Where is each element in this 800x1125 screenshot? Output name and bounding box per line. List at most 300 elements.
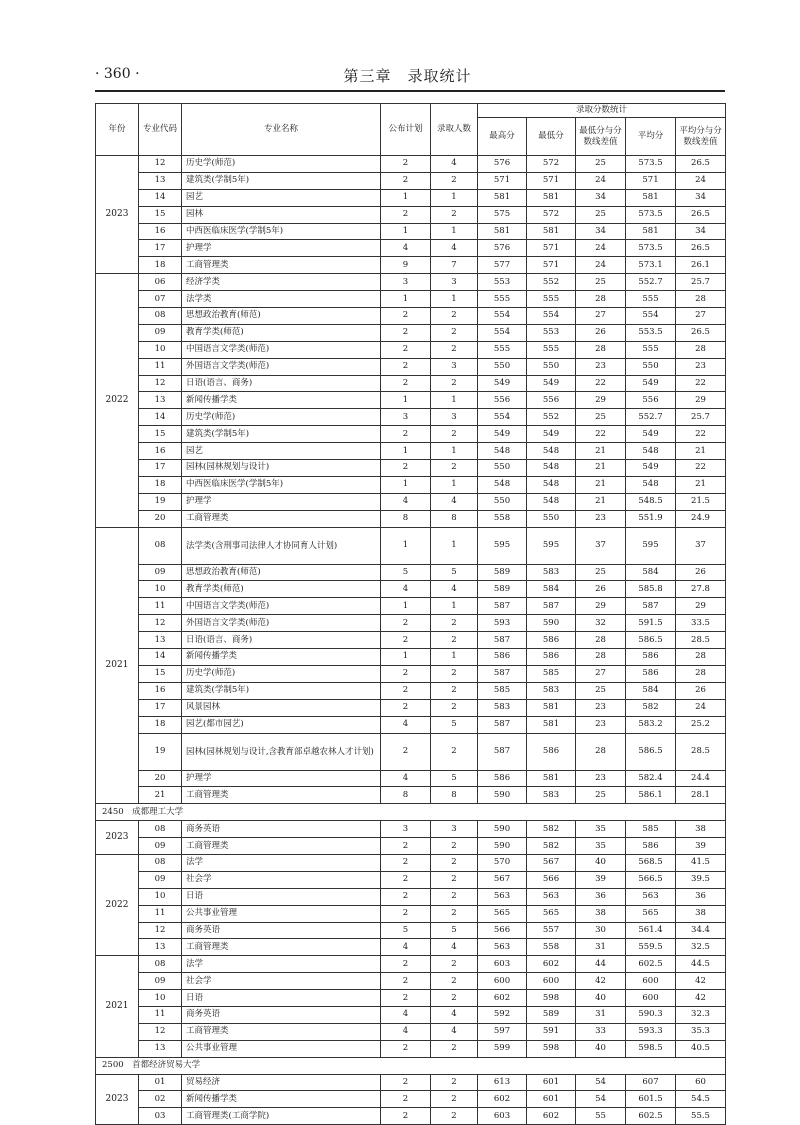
min-cell: 602 bbox=[527, 956, 576, 973]
min-cell: 554 bbox=[527, 308, 576, 325]
avg-cell: 555 bbox=[626, 341, 676, 358]
admitted-cell: 2 bbox=[431, 172, 478, 189]
avg-diff-cell: 42 bbox=[676, 990, 726, 1007]
min-diff-cell: 21 bbox=[576, 443, 626, 460]
min-cell: 572 bbox=[527, 206, 576, 223]
min-diff-cell: 23 bbox=[576, 358, 626, 375]
plan-cell: 4 bbox=[381, 493, 431, 510]
table-row bbox=[96, 1108, 726, 1125]
code-cell: 13 bbox=[139, 1040, 182, 1057]
code-cell: 10 bbox=[139, 990, 182, 1007]
avg-cell: 556 bbox=[626, 392, 676, 409]
min-cell: 583 bbox=[527, 682, 576, 699]
name-cell: 园林(园林规划与设计,含教育部卓越农林人才计划) bbox=[182, 733, 381, 770]
min-cell: 591 bbox=[527, 1023, 576, 1040]
table-row bbox=[96, 443, 726, 460]
table-row bbox=[96, 510, 726, 527]
name-cell: 新闻传播学类 bbox=[182, 649, 381, 666]
avg-cell: 561.4 bbox=[626, 922, 676, 939]
min-cell: 567 bbox=[527, 854, 576, 871]
admitted-cell: 1 bbox=[431, 527, 478, 564]
code-cell: 14 bbox=[139, 189, 182, 206]
avg-cell: 583.2 bbox=[626, 716, 676, 733]
plan-cell: 2 bbox=[381, 699, 431, 716]
plan-cell: 4 bbox=[381, 939, 431, 956]
avg-cell: 600 bbox=[626, 990, 676, 1007]
avg-cell: 548.5 bbox=[626, 493, 676, 510]
code-cell: 17 bbox=[139, 460, 182, 477]
avg-cell: 582.4 bbox=[626, 770, 676, 787]
max-cell: 566 bbox=[478, 922, 527, 939]
avg-cell: 552.7 bbox=[626, 409, 676, 426]
max-cell: 587 bbox=[478, 716, 527, 733]
plan-cell: 2 bbox=[381, 632, 431, 649]
avg-diff-cell: 22 bbox=[676, 375, 726, 392]
min-cell: 583 bbox=[527, 787, 576, 804]
min-cell: 601 bbox=[527, 1091, 576, 1108]
max-cell: 577 bbox=[478, 257, 527, 274]
min-diff-cell: 25 bbox=[576, 274, 626, 291]
year-cell: 2021 bbox=[96, 527, 139, 804]
name-cell: 护理学 bbox=[182, 493, 381, 510]
avg-cell: 582 bbox=[626, 699, 676, 716]
table-row bbox=[96, 922, 726, 939]
avg-cell: 551.9 bbox=[626, 510, 676, 527]
name-cell: 教育学类(师范) bbox=[182, 581, 381, 598]
name-cell: 外国语言文学类(师范) bbox=[182, 615, 381, 632]
min-diff-cell: 25 bbox=[576, 206, 626, 223]
max-cell: 570 bbox=[478, 854, 527, 871]
max-cell: 587 bbox=[478, 632, 527, 649]
admitted-cell: 1 bbox=[431, 476, 478, 493]
avg-diff-cell: 34 bbox=[676, 223, 726, 240]
avg-cell: 553.5 bbox=[626, 324, 676, 341]
plan-cell: 1 bbox=[381, 223, 431, 240]
code-cell: 21 bbox=[139, 787, 182, 804]
avg-diff-cell: 37 bbox=[676, 527, 726, 564]
min-cell: 572 bbox=[527, 156, 576, 173]
table-row bbox=[96, 682, 726, 699]
max-cell: 555 bbox=[478, 291, 527, 308]
plan-cell: 5 bbox=[381, 922, 431, 939]
name-cell: 工商管理类 bbox=[182, 510, 381, 527]
min-cell: 552 bbox=[527, 274, 576, 291]
min-cell: 548 bbox=[527, 493, 576, 510]
avg-cell: 559.5 bbox=[626, 939, 676, 956]
admitted-cell: 1 bbox=[431, 649, 478, 666]
min-cell: 556 bbox=[527, 392, 576, 409]
admitted-cell: 2 bbox=[431, 990, 478, 1007]
plan-cell: 2 bbox=[381, 905, 431, 922]
admitted-cell: 1 bbox=[431, 392, 478, 409]
year-cell: 2023 bbox=[96, 821, 139, 855]
avg-cell: 600 bbox=[626, 973, 676, 990]
admitted-cell: 8 bbox=[431, 787, 478, 804]
code-cell: 09 bbox=[139, 564, 182, 581]
avg-diff-cell: 60 bbox=[676, 1074, 726, 1091]
table-row bbox=[96, 527, 726, 564]
avg-cell: 566.5 bbox=[626, 871, 676, 888]
avg-cell: 607 bbox=[626, 1074, 676, 1091]
plan-cell: 4 bbox=[381, 240, 431, 257]
code-cell: 17 bbox=[139, 699, 182, 716]
min-diff-cell: 23 bbox=[576, 510, 626, 527]
avg-diff-cell: 21.5 bbox=[676, 493, 726, 510]
name-cell: 公共事业管理 bbox=[182, 1040, 381, 1057]
avg-diff-cell: 21 bbox=[676, 443, 726, 460]
plan-cell: 1 bbox=[381, 189, 431, 206]
avg-cell: 602.5 bbox=[626, 956, 676, 973]
name-cell: 历史学(师范) bbox=[182, 156, 381, 173]
avg-cell: 550 bbox=[626, 358, 676, 375]
code-cell: 09 bbox=[139, 838, 182, 855]
page-number: · 360 · bbox=[95, 66, 140, 82]
max-cell: 550 bbox=[478, 358, 527, 375]
table-row bbox=[96, 649, 726, 666]
min-diff-cell: 42 bbox=[576, 973, 626, 990]
code-cell: 13 bbox=[139, 392, 182, 409]
avg-cell: 554 bbox=[626, 308, 676, 325]
admitted-cell: 2 bbox=[431, 871, 478, 888]
plan-cell: 5 bbox=[381, 564, 431, 581]
code-cell: 10 bbox=[139, 341, 182, 358]
plan-cell: 3 bbox=[381, 409, 431, 426]
avg-cell: 586 bbox=[626, 665, 676, 682]
plan-cell: 2 bbox=[381, 615, 431, 632]
table-row bbox=[96, 838, 726, 855]
admitted-cell: 1 bbox=[431, 223, 478, 240]
min-cell: 565 bbox=[527, 905, 576, 922]
plan-cell: 2 bbox=[381, 426, 431, 443]
admitted-cell: 3 bbox=[431, 821, 478, 838]
name-cell: 工商管理类 bbox=[182, 939, 381, 956]
min-diff-cell: 28 bbox=[576, 291, 626, 308]
name-cell: 中国语言文学类(师范) bbox=[182, 598, 381, 615]
min-diff-cell: 25 bbox=[576, 682, 626, 699]
avg-diff-cell: 28.5 bbox=[676, 632, 726, 649]
avg-diff-cell: 29 bbox=[676, 598, 726, 615]
admitted-cell: 3 bbox=[431, 358, 478, 375]
admitted-cell: 1 bbox=[431, 598, 478, 615]
table-row bbox=[96, 1006, 726, 1023]
min-diff-cell: 28 bbox=[576, 649, 626, 666]
code-cell: 11 bbox=[139, 1006, 182, 1023]
header-avg: 平均分 bbox=[626, 118, 676, 156]
min-diff-cell: 24 bbox=[576, 172, 626, 189]
admitted-cell: 2 bbox=[431, 838, 478, 855]
min-cell: 587 bbox=[527, 598, 576, 615]
table-row bbox=[96, 1040, 726, 1057]
min-diff-cell: 21 bbox=[576, 493, 626, 510]
min-cell: 563 bbox=[527, 888, 576, 905]
max-cell: 597 bbox=[478, 1023, 527, 1040]
plan-cell: 8 bbox=[381, 510, 431, 527]
header-score-stats: 录取分数统计 bbox=[478, 104, 726, 118]
name-cell: 法学类(含刑事司法律人才协同育人计划) bbox=[182, 527, 381, 564]
avg-diff-cell: 28 bbox=[676, 291, 726, 308]
plan-cell: 2 bbox=[381, 733, 431, 770]
code-cell: 08 bbox=[139, 821, 182, 838]
avg-cell: 586.5 bbox=[626, 632, 676, 649]
avg-cell: 584 bbox=[626, 564, 676, 581]
min-cell: 595 bbox=[527, 527, 576, 564]
table-row bbox=[96, 581, 726, 598]
table-row bbox=[96, 392, 726, 409]
admitted-cell: 1 bbox=[431, 443, 478, 460]
plan-cell: 2 bbox=[381, 375, 431, 392]
table-row bbox=[96, 716, 726, 733]
admitted-cell: 8 bbox=[431, 510, 478, 527]
min-diff-cell: 35 bbox=[576, 821, 626, 838]
avg-diff-cell: 38 bbox=[676, 821, 726, 838]
min-cell: 558 bbox=[527, 939, 576, 956]
page-header bbox=[95, 60, 720, 92]
admitted-cell: 2 bbox=[431, 1091, 478, 1108]
table-row bbox=[96, 291, 726, 308]
min-cell: 602 bbox=[527, 1108, 576, 1125]
name-cell: 新闻传播学类 bbox=[182, 392, 381, 409]
max-cell: 554 bbox=[478, 308, 527, 325]
admitted-cell: 5 bbox=[431, 716, 478, 733]
code-cell: 09 bbox=[139, 324, 182, 341]
avg-cell: 586 bbox=[626, 649, 676, 666]
max-cell: 549 bbox=[478, 426, 527, 443]
min-cell: 582 bbox=[527, 821, 576, 838]
code-cell: 14 bbox=[139, 409, 182, 426]
table-row bbox=[96, 358, 726, 375]
min-cell: 548 bbox=[527, 443, 576, 460]
admission-table bbox=[95, 103, 726, 1125]
min-diff-cell: 22 bbox=[576, 375, 626, 392]
table-row bbox=[96, 189, 726, 206]
avg-diff-cell: 41.5 bbox=[676, 854, 726, 871]
name-cell: 法学 bbox=[182, 956, 381, 973]
name-cell: 园艺 bbox=[182, 189, 381, 206]
min-cell: 571 bbox=[527, 257, 576, 274]
table-row bbox=[96, 564, 726, 581]
avg-cell: 555 bbox=[626, 291, 676, 308]
header-min-diff: 最低分与分数线差值 bbox=[576, 118, 626, 156]
min-cell: 581 bbox=[527, 770, 576, 787]
avg-diff-cell: 26 bbox=[676, 564, 726, 581]
avg-cell: 593.3 bbox=[626, 1023, 676, 1040]
max-cell: 590 bbox=[478, 838, 527, 855]
plan-cell: 2 bbox=[381, 854, 431, 871]
max-cell: 553 bbox=[478, 274, 527, 291]
avg-cell: 601.5 bbox=[626, 1091, 676, 1108]
avg-cell: 586.1 bbox=[626, 787, 676, 804]
min-cell: 582 bbox=[527, 838, 576, 855]
table-row bbox=[96, 1023, 726, 1040]
table-row bbox=[96, 426, 726, 443]
header-max: 最高分 bbox=[478, 118, 527, 156]
code-cell: 08 bbox=[139, 527, 182, 564]
admitted-cell: 2 bbox=[431, 665, 478, 682]
header-min: 最低分 bbox=[527, 118, 576, 156]
max-cell: 556 bbox=[478, 392, 527, 409]
admitted-cell: 2 bbox=[431, 1040, 478, 1057]
min-cell: 581 bbox=[527, 189, 576, 206]
min-cell: 581 bbox=[527, 699, 576, 716]
plan-cell: 1 bbox=[381, 392, 431, 409]
table-row bbox=[96, 341, 726, 358]
min-cell: 552 bbox=[527, 409, 576, 426]
max-cell: 567 bbox=[478, 871, 527, 888]
min-diff-cell: 40 bbox=[576, 1040, 626, 1057]
plan-cell: 2 bbox=[381, 324, 431, 341]
max-cell: 587 bbox=[478, 598, 527, 615]
min-diff-cell: 25 bbox=[576, 409, 626, 426]
admitted-cell: 4 bbox=[431, 1023, 478, 1040]
table-row bbox=[96, 821, 726, 838]
code-cell: 13 bbox=[139, 172, 182, 189]
table-row bbox=[96, 699, 726, 716]
code-cell: 20 bbox=[139, 510, 182, 527]
plan-cell: 2 bbox=[381, 206, 431, 223]
avg-diff-cell: 24.9 bbox=[676, 510, 726, 527]
name-cell: 历史学(师范) bbox=[182, 665, 381, 682]
min-cell: 548 bbox=[527, 476, 576, 493]
code-cell: 12 bbox=[139, 1023, 182, 1040]
table-row bbox=[96, 905, 726, 922]
admitted-cell: 2 bbox=[431, 341, 478, 358]
avg-cell: 552.7 bbox=[626, 274, 676, 291]
table-row bbox=[96, 733, 726, 770]
name-cell: 日语 bbox=[182, 990, 381, 1007]
max-cell: 599 bbox=[478, 1040, 527, 1057]
table-row bbox=[96, 632, 726, 649]
admitted-cell: 4 bbox=[431, 156, 478, 173]
avg-cell: 595 bbox=[626, 527, 676, 564]
max-cell: 602 bbox=[478, 990, 527, 1007]
plan-cell: 2 bbox=[381, 956, 431, 973]
code-cell: 03 bbox=[139, 1108, 182, 1125]
university-row bbox=[96, 1057, 726, 1074]
code-cell: 02 bbox=[139, 1091, 182, 1108]
table-row bbox=[96, 375, 726, 392]
min-cell: 555 bbox=[527, 291, 576, 308]
plan-cell: 1 bbox=[381, 443, 431, 460]
avg-diff-cell: 22 bbox=[676, 426, 726, 443]
admitted-cell: 5 bbox=[431, 922, 478, 939]
avg-diff-cell: 26.5 bbox=[676, 156, 726, 173]
min-cell: 549 bbox=[527, 375, 576, 392]
min-diff-cell: 40 bbox=[576, 854, 626, 871]
plan-cell: 1 bbox=[381, 649, 431, 666]
university-row bbox=[96, 804, 726, 821]
plan-cell: 2 bbox=[381, 358, 431, 375]
table-row bbox=[96, 939, 726, 956]
max-cell: 586 bbox=[478, 770, 527, 787]
max-cell: 575 bbox=[478, 206, 527, 223]
plan-cell: 2 bbox=[381, 460, 431, 477]
min-cell: 586 bbox=[527, 649, 576, 666]
avg-diff-cell: 25.2 bbox=[676, 716, 726, 733]
chapter-title: 第三章 录取统计 bbox=[343, 67, 472, 85]
name-cell: 思想政治教育(师范) bbox=[182, 308, 381, 325]
plan-cell: 4 bbox=[381, 716, 431, 733]
max-cell: 613 bbox=[478, 1074, 527, 1091]
table-row bbox=[96, 223, 726, 240]
min-diff-cell: 55 bbox=[576, 1108, 626, 1125]
min-cell: 557 bbox=[527, 922, 576, 939]
admitted-cell: 4 bbox=[431, 581, 478, 598]
header-admitted: 录取人数 bbox=[431, 104, 478, 156]
plan-cell: 8 bbox=[381, 787, 431, 804]
admitted-cell: 2 bbox=[431, 308, 478, 325]
avg-diff-cell: 26.5 bbox=[676, 206, 726, 223]
avg-cell: 548 bbox=[626, 476, 676, 493]
admitted-cell: 2 bbox=[431, 699, 478, 716]
min-diff-cell: 24 bbox=[576, 257, 626, 274]
avg-diff-cell: 26.5 bbox=[676, 240, 726, 257]
table-row bbox=[96, 308, 726, 325]
name-cell: 园艺(都市园艺) bbox=[182, 716, 381, 733]
max-cell: 571 bbox=[478, 172, 527, 189]
min-diff-cell: 23 bbox=[576, 699, 626, 716]
avg-diff-cell: 34.4 bbox=[676, 922, 726, 939]
min-diff-cell: 34 bbox=[576, 189, 626, 206]
avg-cell: 573.5 bbox=[626, 156, 676, 173]
avg-cell: 573.5 bbox=[626, 206, 676, 223]
max-cell: 548 bbox=[478, 443, 527, 460]
avg-diff-cell: 24 bbox=[676, 699, 726, 716]
name-cell: 社会学 bbox=[182, 973, 381, 990]
header-rule bbox=[95, 90, 725, 92]
max-cell: 555 bbox=[478, 341, 527, 358]
name-cell: 工商管理类 bbox=[182, 787, 381, 804]
admitted-cell: 2 bbox=[431, 460, 478, 477]
avg-diff-cell: 24.4 bbox=[676, 770, 726, 787]
name-cell: 工商管理类 bbox=[182, 1023, 381, 1040]
avg-cell: 563 bbox=[626, 888, 676, 905]
max-cell: 589 bbox=[478, 581, 527, 598]
avg-cell: 549 bbox=[626, 460, 676, 477]
header-avg-diff: 平均分与分数线差值 bbox=[676, 118, 726, 156]
min-diff-cell: 54 bbox=[576, 1074, 626, 1091]
table-row bbox=[96, 206, 726, 223]
avg-cell: 602.5 bbox=[626, 1108, 676, 1125]
plan-cell: 2 bbox=[381, 172, 431, 189]
plan-cell: 2 bbox=[381, 990, 431, 1007]
min-diff-cell: 36 bbox=[576, 888, 626, 905]
table-row bbox=[96, 888, 726, 905]
name-cell: 园林(园林规划与设计) bbox=[182, 460, 381, 477]
avg-cell: 590.3 bbox=[626, 1006, 676, 1023]
max-cell: 603 bbox=[478, 956, 527, 973]
name-cell: 工商管理类 bbox=[182, 838, 381, 855]
min-diff-cell: 28 bbox=[576, 733, 626, 770]
avg-cell: 585.8 bbox=[626, 581, 676, 598]
name-cell: 历史学(师范) bbox=[182, 409, 381, 426]
admitted-cell: 2 bbox=[431, 426, 478, 443]
admitted-cell: 2 bbox=[431, 632, 478, 649]
avg-diff-cell: 24 bbox=[676, 172, 726, 189]
avg-cell: 587 bbox=[626, 598, 676, 615]
avg-cell: 591.5 bbox=[626, 615, 676, 632]
name-cell: 园艺 bbox=[182, 443, 381, 460]
min-diff-cell: 40 bbox=[576, 990, 626, 1007]
min-diff-cell: 37 bbox=[576, 527, 626, 564]
max-cell: 581 bbox=[478, 189, 527, 206]
admitted-cell: 2 bbox=[431, 973, 478, 990]
min-diff-cell: 22 bbox=[576, 426, 626, 443]
avg-cell: 549 bbox=[626, 426, 676, 443]
table-row bbox=[96, 460, 726, 477]
university-name: 2450 成都理工大学 bbox=[96, 804, 726, 821]
code-cell: 17 bbox=[139, 240, 182, 257]
avg-cell: 581 bbox=[626, 223, 676, 240]
